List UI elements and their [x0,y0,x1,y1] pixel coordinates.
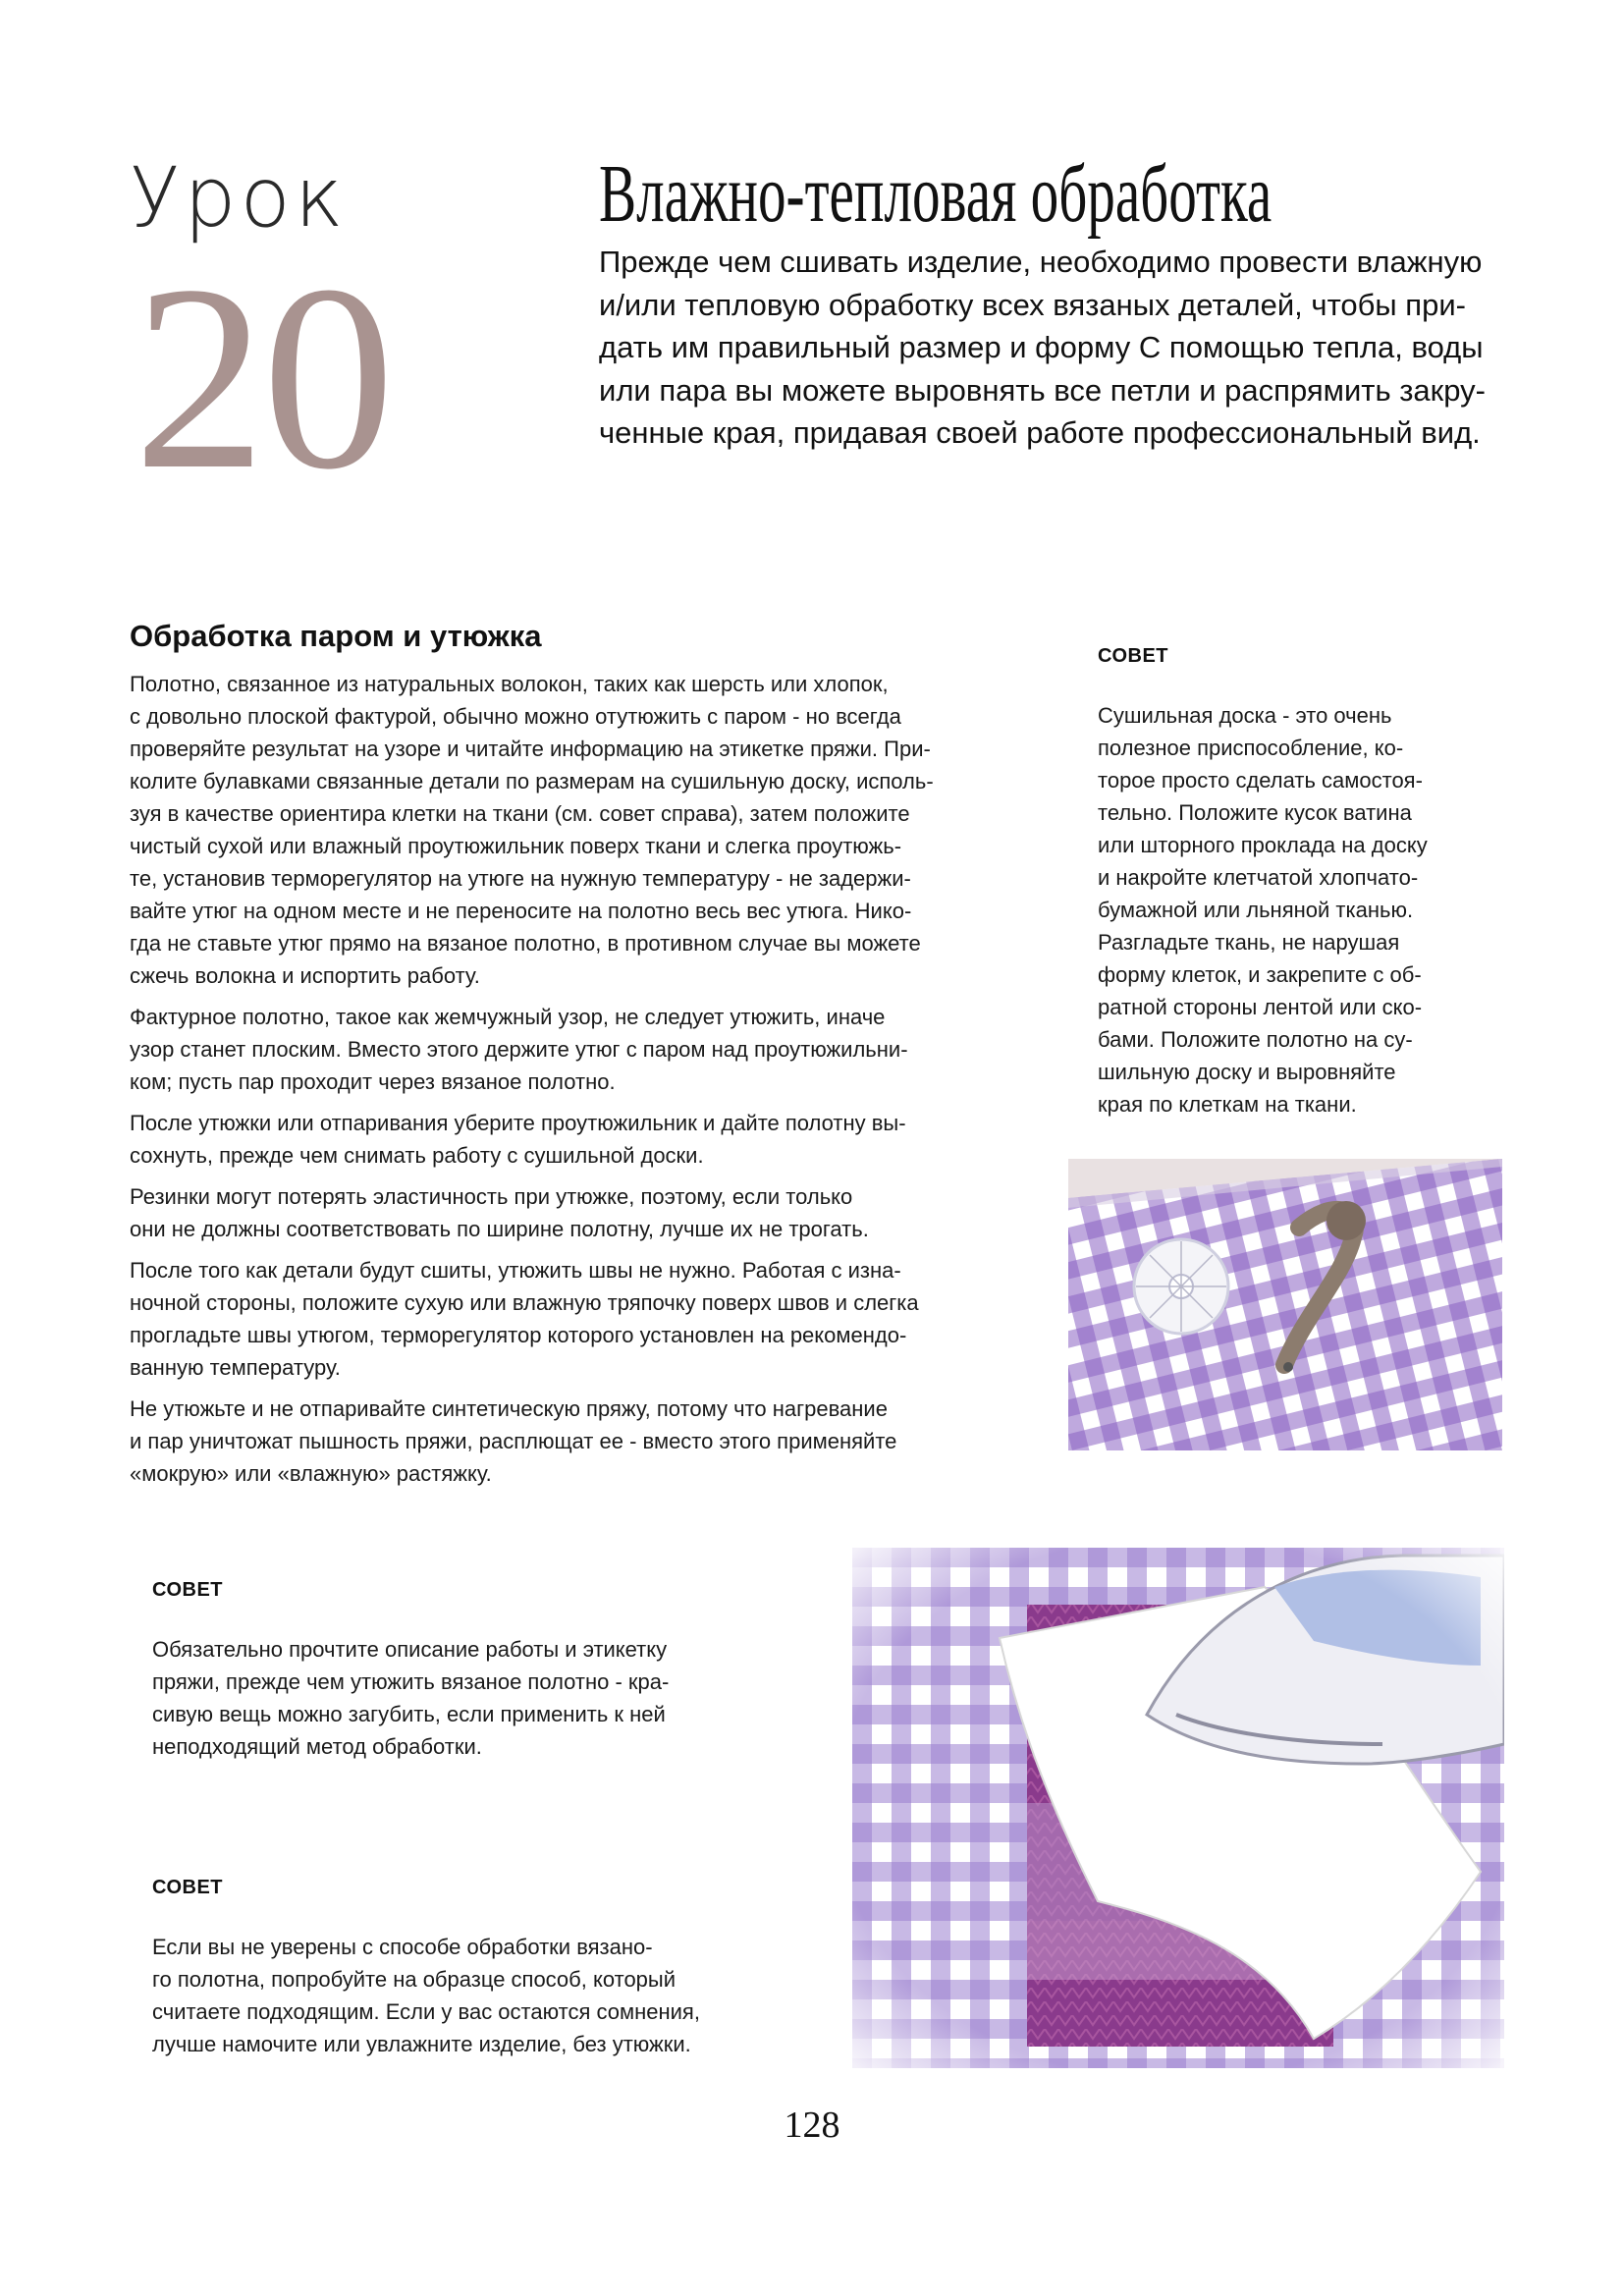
intro-line: ченные края, придавая своей работе профессиональный вид. [599,415,1481,450]
tip-heading: СОВЕТ [152,1877,224,1898]
lesson-label: Урок [130,149,348,246]
text-line: торое просто сделать самостоя- [1098,768,1423,793]
text-line: или шторного проклада на доску [1098,833,1428,857]
text-line: го полотна, попробуйте на образце способ, который [152,1967,677,1992]
ironing-illustration [852,1548,1504,2068]
text-line: лучше намочите или увлажните изделие, без утюжки. [152,2032,691,2056]
text-line: Не утюжьте и не отпаривайте синтетическую пряжу, потому что нагревание [130,1396,888,1421]
text-line: зуя в качестве ориентира клетки на ткани (см. совет справа), затем положите [130,801,910,826]
text-line: После того как детали будут сшиты, утюжить швы не нужно. Работая с изна- [130,1258,901,1283]
intro-line: Прежде чем сшивать изделие, необходимо провести влажную [599,245,1483,279]
text-line: бами. Положите полотно на су- [1098,1027,1413,1052]
text-line: бумажной или льняной тканью. [1098,898,1414,922]
intro-line: дать им правильный размер и форму С помощью тепла, воды [599,330,1484,364]
text-line: После утюжки или отпаривания уберите проутюжильник и дайте полотну вы- [130,1111,906,1135]
text-line: «мокрую» или «влажную» растяжку. [130,1461,492,1486]
text-line: шильную доску и выровняйте [1098,1060,1396,1084]
text-line: тельно. Положите кусок ватина [1098,800,1412,825]
text-line: они не должны соответствовать по ширине полотну, лучше их не трогать. [130,1217,869,1241]
paragraph [130,1107,994,1172]
text-line: Резинки могут потерять эластичность при утюжке, поэтому, если только [130,1184,853,1209]
text-line: Полотно, связанное из натуральных волокон, таких как шерсть или хлопок, [130,672,889,696]
paragraph [130,1180,994,1245]
text-line: форму клеток, и закрепите с об- [1098,962,1422,987]
text-line: Сушильная доска - это очень [1098,703,1392,728]
text-line: ванную температуру. [130,1355,341,1380]
tip-body [152,1633,781,1763]
intro-text [599,241,1488,455]
text-line: гда не ставьте утюг прямо на вязаное полотно, в противном случае вы можете [130,931,921,956]
text-line: сжечь волокна и испортить работу. [130,963,480,988]
text-line: чистый сухой или влажный проутюжильник поверх ткани и слегка проутюжь- [130,834,902,858]
text-line: вайте утюг на одном месте и не переносите на полотно весь вес утюга. Нико- [130,899,912,923]
text-line: сохнуть, прежде чем снимать работу с сушильной доски. [130,1143,704,1168]
text-line: и накройте клетчатой хлопчато- [1098,865,1419,890]
paragraph [130,1254,994,1384]
text-line: узор станет плоским. Вместо этого держите утюг с паром над проутюжильни- [130,1037,908,1062]
page-title: Влажно-тепловая обработка [599,148,1272,240]
text-line: сивую вещь можно загубить, если применить к ней [152,1702,666,1726]
text-line: неподходящий метод обработки. [152,1734,482,1759]
tip-heading: СОВЕТ [152,1579,224,1601]
text-line: пряжи, прежде чем утюжить вязаное полотно - кра- [152,1669,670,1694]
text-line: Разгладьте ткань, не нарушая [1098,930,1400,955]
text-line: ком; пусть пар проходит через вязаное полотно. [130,1069,616,1094]
text-line: ночной стороны, положите сухую или влажную тряпочку поверх швов и слегка [130,1290,919,1315]
text-line: края по клеткам на ткани. [1098,1092,1357,1117]
text-line: и пар уничтожат пышность пряжи, расплющат ее - вместо этого применяйте [130,1429,897,1453]
section-body [130,668,994,1499]
text-line: проверяйте результат на узоре и читайте информацию на этикетке пряжи. При- [130,737,931,761]
text-line: Фактурное полотно, такое как жемчужный узор, не следует утюжить, иначе [130,1005,886,1029]
text-line: те, установив терморегулятор на утюге на нужную температуру - не задержи- [130,866,911,891]
text-line: полезное приспособление, ко- [1098,736,1404,760]
text-line: ратной стороны лентой или ско- [1098,995,1423,1019]
blocking-board-photo [1068,1159,1502,1450]
paragraph [130,1393,994,1490]
tip-heading: СОВЕТ [1098,645,1169,667]
lesson-number: 20 [134,231,391,524]
text-line: Если вы не уверены с способе обработки вязано- [152,1935,653,1959]
text-line: считаете подходящим. Если у вас остаются сомнения, [152,1999,700,2024]
tip-body [152,1931,781,2060]
text-line: Обязательно прочтите описание работы и этикетку [152,1637,668,1662]
tip-body [1098,699,1510,1121]
paragraph [130,668,994,992]
intro-line: или пара вы можете выровнять все петли и распрямить закру- [599,372,1486,408]
paragraph [130,1001,994,1098]
section-heading: Обработка паром и утюжка [130,619,542,653]
intro-line: и/или тепловую обработку всех вязаных деталей, чтобы при- [599,287,1466,322]
page-number: 128 [784,2105,840,2146]
text-line: колите булавками связанные детали по размерам на сушильную доску, исполь- [130,769,934,793]
text-line: с довольно плоской фактурой, обычно можно отутюжить с паром - но всегда [130,704,901,729]
text-line: прогладьте швы утюгом, терморегулятор которого установлен на рекомендо- [130,1323,907,1347]
